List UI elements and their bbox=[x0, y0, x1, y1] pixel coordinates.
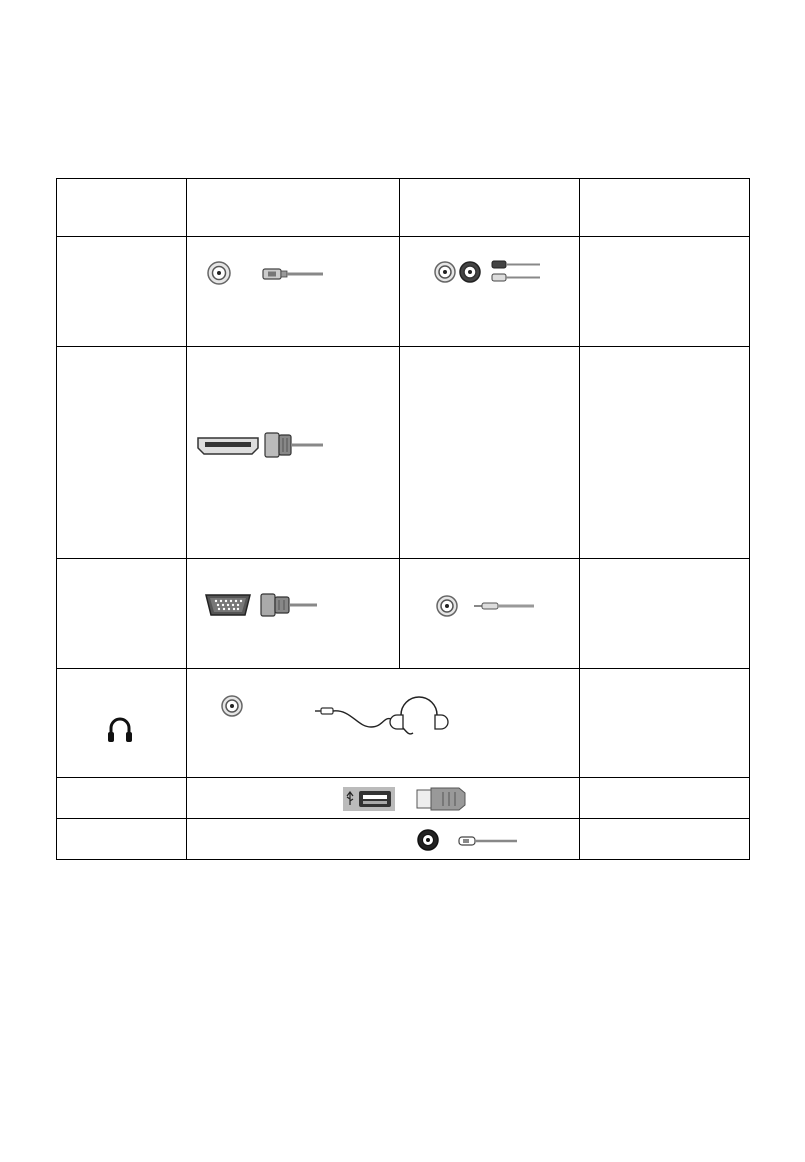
coax-socket-icon bbox=[207, 261, 231, 285]
note-cell bbox=[580, 559, 750, 669]
row-label-cell bbox=[57, 559, 187, 669]
av-socket-dark-icon bbox=[459, 261, 481, 283]
header-cell-4 bbox=[580, 179, 750, 237]
hdmi-port-icon bbox=[197, 435, 259, 455]
table-row bbox=[57, 778, 750, 819]
usb-port-icon bbox=[343, 787, 395, 811]
connector-cell bbox=[400, 237, 580, 347]
header-cell-3 bbox=[400, 179, 580, 237]
note-cell bbox=[580, 669, 750, 778]
coax-plug-icon bbox=[263, 268, 323, 280]
audio-in-socket-icon bbox=[436, 595, 458, 617]
connector-cell bbox=[187, 559, 400, 669]
table-row bbox=[57, 559, 750, 669]
row-label-cell bbox=[57, 819, 187, 860]
connector-cell bbox=[400, 559, 580, 669]
table-row bbox=[57, 347, 750, 559]
row-label-cell bbox=[57, 778, 187, 819]
note-cell bbox=[580, 778, 750, 819]
empty-cell bbox=[400, 347, 580, 559]
note-cell bbox=[580, 237, 750, 347]
table-row bbox=[57, 237, 750, 347]
connector-cell bbox=[187, 347, 400, 559]
av-socket-white-icon bbox=[434, 261, 456, 283]
row-label-cell bbox=[57, 669, 187, 778]
row-label-cell bbox=[57, 237, 187, 347]
note-cell bbox=[580, 347, 750, 559]
header-cell-2 bbox=[187, 179, 400, 237]
hdmi-plug-icon bbox=[265, 431, 323, 459]
table-header-row bbox=[57, 179, 750, 237]
usb-plug-icon bbox=[417, 787, 467, 811]
table-row bbox=[57, 669, 750, 778]
connector-cell bbox=[187, 819, 580, 860]
connector-cell bbox=[187, 237, 400, 347]
av-cable-icon bbox=[492, 259, 542, 285]
audio-jack-plug-icon bbox=[474, 601, 534, 611]
coaxial-out-socket-icon bbox=[417, 829, 439, 851]
vga-port-icon bbox=[205, 593, 251, 617]
note-cell bbox=[580, 819, 750, 860]
headphone-socket-icon bbox=[221, 695, 243, 717]
headphone-icon bbox=[107, 715, 133, 743]
connector-cell bbox=[187, 669, 580, 778]
connections-table bbox=[56, 178, 750, 860]
connector-cell bbox=[187, 778, 580, 819]
header-cell-1 bbox=[57, 179, 187, 237]
coaxial-plug-icon bbox=[459, 836, 517, 846]
vga-plug-icon bbox=[261, 591, 317, 619]
headphones-with-cable-icon bbox=[315, 687, 455, 739]
table-row bbox=[57, 819, 750, 860]
row-label-cell bbox=[57, 347, 187, 559]
